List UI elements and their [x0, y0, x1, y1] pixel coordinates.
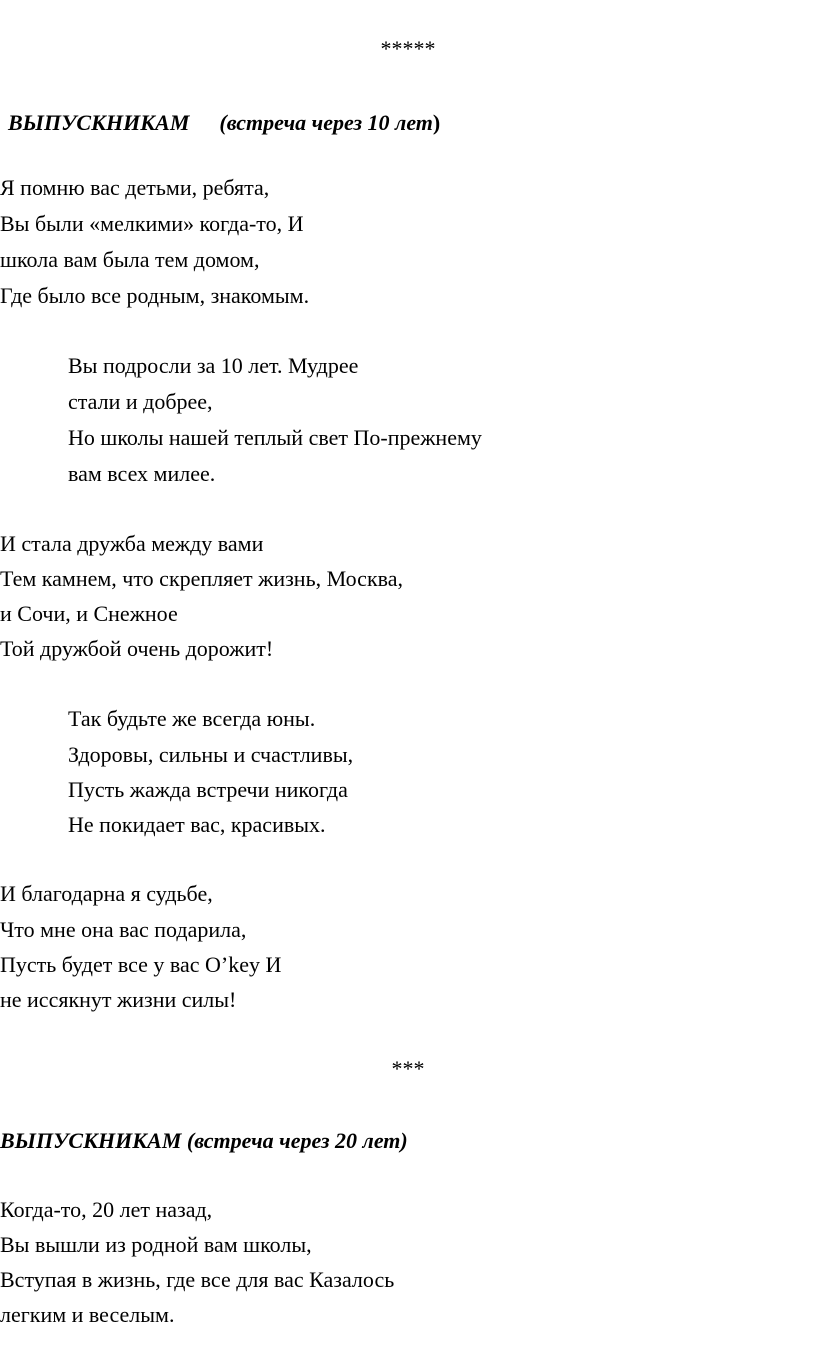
poem2-stanza1-line3: Вступая в жизнь, где все для вас Казалось	[0, 1267, 395, 1292]
poem1-stanza1-line4: Где было все родным, знакомым.	[0, 283, 310, 308]
poem2-stanza1-line2: Вы вышли из родной вам школы,	[0, 1232, 312, 1257]
separator-middle: ***	[391, 1056, 425, 1081]
poem1-stanza5-line1: И благодарна я судьбе,	[0, 881, 213, 906]
poem1-subtitle-close: )	[432, 110, 441, 135]
poem1-stanza4-line2: Здоровы, сильны и счастливы,	[68, 742, 354, 767]
poem1-stanza3-line4: Той дружбой очень дорожит!	[0, 636, 274, 661]
poem1-stanza5-line4: не иссякнут жизни силы!	[0, 987, 237, 1012]
poem1-stanza2-line1: Вы подросли за 10 лет. Мудрее	[68, 353, 359, 378]
poem1-stanza3-line2: Тем камнем, что скрепляет жизнь, Москва,	[0, 566, 403, 591]
separator-top: *****	[380, 36, 436, 61]
poem1-stanza1-line1: Я помню вас детьми, ребята,	[0, 175, 270, 200]
poem1-stanza1-line3: школа вам была тем домом,	[0, 247, 260, 272]
poem1-subtitle: (встреча через 10 лет	[219, 110, 433, 135]
poem1-stanza5-line2: Что мне она вас подарила,	[0, 917, 247, 942]
poem2-stanza1-line4: легким и веселым.	[0, 1302, 175, 1327]
poem1-stanza1-line2: Вы были «мелкими» когда-то, И	[0, 211, 304, 236]
poem1-stanza4-line3: Пусть жажда встречи никогда	[68, 777, 348, 802]
poem1-stanza2-line2: стали и добрее,	[68, 389, 213, 414]
poem1-stanza4-line1: Так будьте же всегда юны.	[68, 706, 316, 731]
poem1-stanza3-line3: и Сочи, и Снежное	[0, 601, 178, 626]
poem1-stanza2-line3: Но школы нашей теплый свет По-прежнему	[68, 425, 482, 450]
poem1-title: ВЫПУСКНИКАМ	[8, 110, 190, 135]
poem1-heading	[8, 110, 440, 136]
poem2-title: ВЫПУСКНИКАМ (встреча через 20 лет)	[0, 1128, 408, 1153]
poem1-stanza3-line1: И стала дружба между вами	[0, 531, 264, 556]
poem1-stanza4-line4: Не покидает вас, красивых.	[68, 812, 326, 837]
poem1-stanza2-line4: вам всех милее.	[68, 461, 216, 486]
poem2-stanza1-line1: Когда-то, 20 лет назад,	[0, 1197, 213, 1222]
poem1-stanza5-line3: Пусть будет все у вас O’key И	[0, 952, 282, 977]
